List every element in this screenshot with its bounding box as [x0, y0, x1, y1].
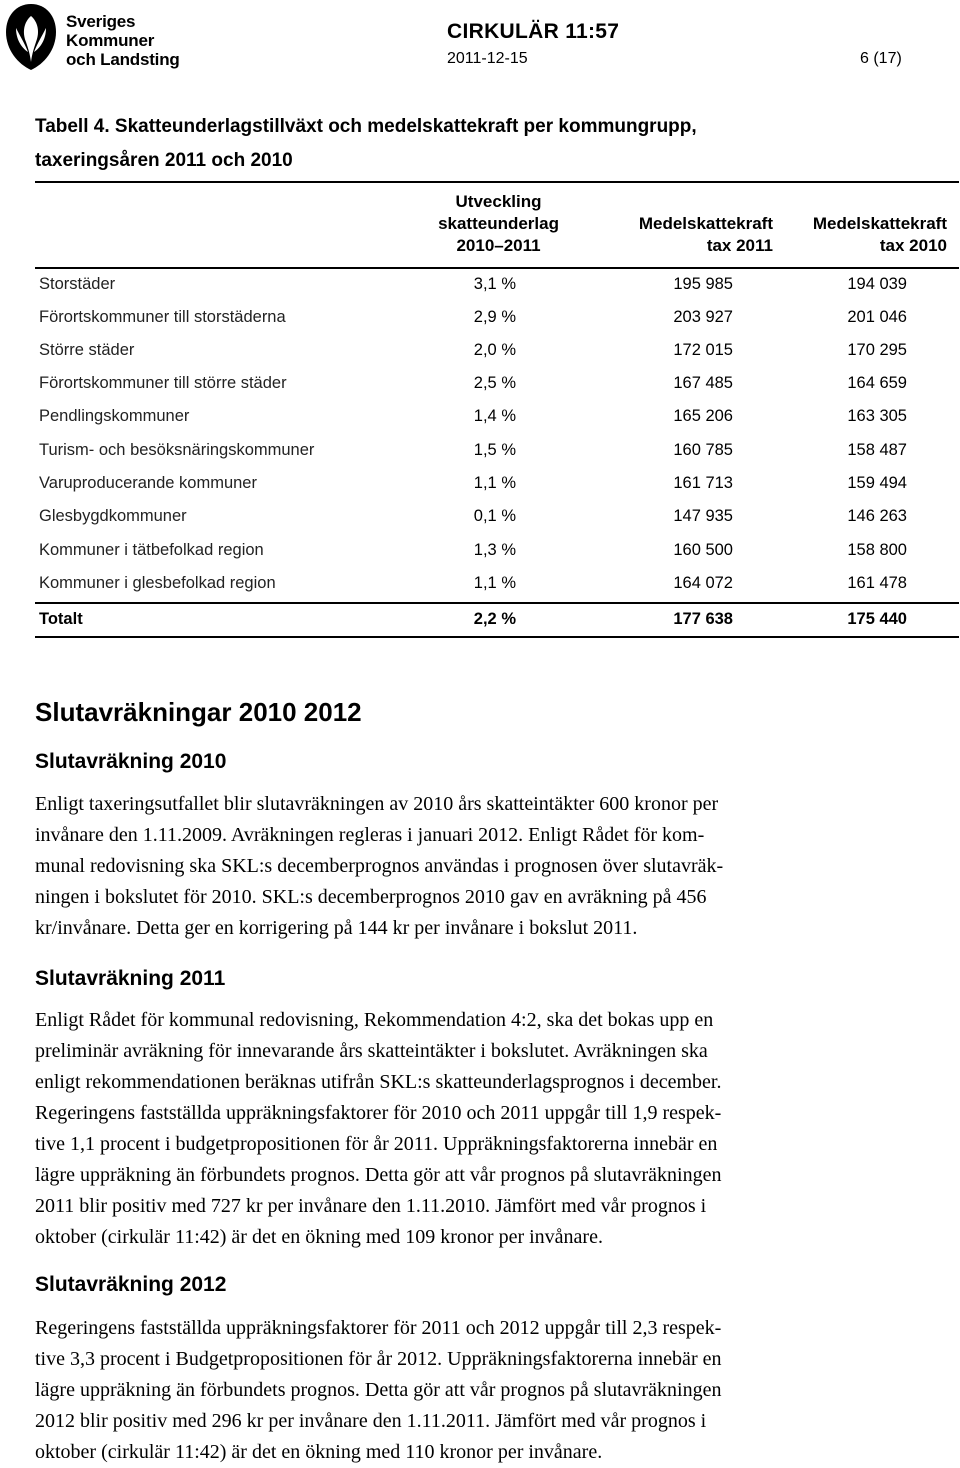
row-growth: 1,1 % [473, 474, 516, 492]
table-row [35, 368, 959, 401]
section-heading-main: Slutavräkningar 2010 2012 [35, 697, 362, 727]
skl-logo-icon [2, 2, 60, 72]
header-line: Medelskattekraft [638, 214, 773, 233]
row-tax2010: 175 440 [847, 610, 907, 628]
row-tax2011: 161 713 [673, 474, 733, 492]
row-label: Glesbygdkommuner [39, 507, 187, 525]
table-row [35, 335, 959, 368]
text-line: tive 1,1 procent i budgetpropositionen för år 2011. Uppräkningsfaktorerna innebär en [35, 1133, 718, 1155]
header-line: tax 2011 [706, 236, 773, 255]
header-line: Medelskattekraft [812, 214, 947, 233]
row-label: Kommuner i glesbefolkad region [39, 574, 276, 592]
section-heading-2010: Slutavräkning 2010 [35, 750, 227, 773]
row-label: Större städer [39, 341, 135, 359]
row-tax2011: 172 015 [673, 341, 733, 359]
table-row [35, 435, 959, 468]
text-line: ningen i bokslutet för 2010. SKL:s decemberprognos 2010 gav en avräkning på 456 [35, 886, 707, 908]
column-header-growth [438, 191, 559, 257]
row-tax2011: 195 985 [673, 275, 733, 293]
text-line: Enligt Rådet för kommunal redovisning, Rekommendation 4:2, ska det bokas upp en [35, 1009, 714, 1031]
text-line: Enligt taxeringsutfallet blir slutavräkningen av 2010 års skatteintäkter 600 kronor per [35, 793, 719, 815]
row-growth: 1,1 % [473, 574, 516, 592]
table-caption [35, 110, 935, 178]
text-line: oktober (cirkulär 11:42) är det en ökning med 109 kronor per invånare. [35, 1226, 603, 1248]
row-label: Förortskommuner till storstäderna [39, 308, 286, 326]
row-tax2011: 203 927 [673, 308, 733, 326]
header-line: 2010–2011 [456, 236, 541, 255]
caption-line: taxeringsåren 2011 och 2010 [35, 150, 293, 171]
text-line: munal redovisning ska SKL:s decemberprognos användas i prognosen över slutavräk- [35, 855, 724, 877]
column-header-tax2011 [639, 213, 773, 257]
text-line: tive 3,3 procent i Budgetpropositionen för år 2012. Uppräkningsfaktorerna innebär en [35, 1348, 722, 1370]
logo-line: Sveriges [66, 12, 136, 31]
text-line: kr/invånare. Detta ger en korrigering på 144 kr per invånare i bokslut 2011. [35, 917, 638, 939]
row-label: Storstäder [39, 275, 116, 293]
column-header-tax2010 [813, 213, 947, 257]
row-label: Varuproducerande kommuner [39, 474, 257, 492]
text-line: preliminär avräkning för innevarande års skatteintäkter i bokslutet. Avräkningen ska [35, 1040, 708, 1062]
row-tax2011: 177 638 [673, 610, 733, 628]
text-line: oktober (cirkulär 11:42) är det en ökning med 110 kronor per invånare. [35, 1441, 603, 1463]
paragraph-2012 [35, 1313, 895, 1468]
table-row [35, 468, 959, 501]
row-tax2011: 147 935 [673, 507, 733, 525]
row-tax2011: 160 785 [673, 441, 733, 459]
row-tax2010: 163 305 [847, 407, 907, 425]
text-line: Regeringens fastställda uppräkningsfaktorer för 2011 och 2012 uppgår till 2,3 respek- [35, 1317, 722, 1339]
row-growth: 2,9 % [473, 308, 516, 326]
table-row [35, 568, 959, 601]
text-line: lägre uppräkning än förbundets prognos. Detta gör att vår prognos på slutavräkningen [35, 1164, 722, 1186]
row-tax2011: 165 206 [673, 407, 733, 425]
row-tax2011: 164 072 [673, 574, 733, 592]
row-tax2010: 201 046 [847, 308, 907, 326]
table-rule [35, 181, 959, 183]
table-row [35, 501, 959, 534]
row-growth: 1,3 % [473, 541, 516, 559]
table-row [35, 535, 959, 568]
row-tax2010: 158 800 [847, 541, 907, 559]
text-line: invånare den 1.11.2009. Avräkningen regleras i januari 2012. Enligt Rådet för kom- [35, 824, 705, 846]
table-total-row [35, 604, 959, 637]
row-tax2010: 170 295 [847, 341, 907, 359]
text-line: 2011 blir positiv med 727 kr per invånare den 1.11.2010. Jämfört med vår prognos i [35, 1195, 707, 1217]
row-tax2010: 159 494 [847, 474, 907, 492]
header-line: tax 2010 [879, 236, 947, 255]
row-tax2010: 164 659 [847, 374, 907, 392]
section-heading-2011: Slutavräkning 2011 [35, 967, 226, 990]
row-label: Totalt [39, 610, 83, 628]
row-growth: 2,2 % [473, 610, 516, 628]
header-line: skatteunderlag [438, 214, 559, 233]
row-label: Förortskommuner till större städer [39, 374, 287, 392]
caption-line: Tabell 4. Skatteunderlagstillväxt och medelskattekraft per kommungrupp, [35, 116, 697, 137]
text-line: 2012 blir positiv med 296 kr per invånare den 1.11.2011. Jämfört med vår prognos i [35, 1410, 707, 1432]
row-growth: 0,1 % [473, 507, 516, 525]
table-row [35, 302, 959, 335]
row-growth: 1,5 % [473, 441, 516, 459]
header-line: Utveckling [455, 192, 542, 211]
row-tax2010: 146 263 [847, 507, 907, 525]
circular-title: CIRKULÄR 11:57 [447, 20, 620, 43]
table-rule [35, 636, 959, 638]
row-label: Kommuner i tätbefolkad region [39, 541, 264, 559]
circular-date: 2011-12-15 [447, 50, 528, 67]
row-label: Turism- och besöksnäringskommuner [39, 441, 315, 459]
row-label: Pendlingskommuner [39, 407, 190, 425]
text-line: lägre uppräkning än förbundets prognos. Detta gör att vår prognos på slutavräkningen [35, 1379, 722, 1401]
row-tax2010: 194 039 [847, 275, 907, 293]
text-line: Regeringens fastställda uppräkningsfaktorer för 2010 och 2011 uppgår till 1,9 respek- [35, 1102, 722, 1124]
table-row [35, 269, 959, 302]
paragraph-2010 [35, 789, 895, 944]
row-tax2010: 161 478 [847, 574, 907, 592]
row-growth: 3,1 % [473, 275, 516, 293]
logo-line: Kommuner [66, 31, 155, 50]
row-tax2011: 160 500 [673, 541, 733, 559]
row-growth: 1,4 % [473, 407, 516, 425]
table-row [35, 401, 959, 434]
row-tax2010: 158 487 [847, 441, 907, 459]
section-heading-2012: Slutavräkning 2012 [35, 1273, 227, 1296]
logo-line: och Landsting [66, 50, 180, 69]
row-growth: 2,0 % [473, 341, 516, 359]
row-tax2011: 167 485 [673, 374, 733, 392]
text-line: enligt rekommendationen beräknas utifrån SKL:s skatteunderlagsprognos i december. [35, 1071, 722, 1093]
page-number: 6 (17) [860, 50, 902, 67]
logo-wordmark [66, 12, 180, 69]
paragraph-2011 [35, 1005, 895, 1253]
row-growth: 2,5 % [473, 374, 516, 392]
